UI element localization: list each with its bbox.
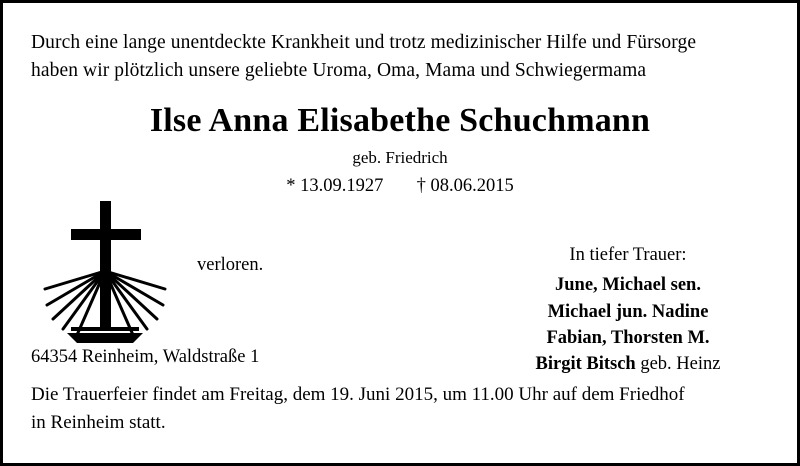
cross-with-rays-icon	[37, 193, 177, 353]
mourners-block	[463, 245, 793, 377]
family-line-name: Birgit Bitsch	[535, 354, 636, 375]
ceremony-text	[31, 381, 773, 436]
death-date: † 08.06.2015	[416, 176, 514, 197]
family-line: Michael jun. Nadine	[547, 301, 709, 322]
intro-line-1: Durch eine lange unentdeckte Krankheit und trotz medizinischer Hilfe und Fürsorge	[31, 32, 697, 53]
family-line	[463, 351, 793, 377]
lost-word: verloren.	[197, 255, 264, 276]
maiden-name: geb. Friedrich	[352, 148, 448, 168]
mourning-heading: In tiefer Trauer:	[569, 245, 687, 266]
family-names	[463, 272, 793, 377]
ceremony-line-2: in Reinheim statt.	[31, 411, 166, 433]
ceremony-line-1: Die Trauerfeier findet am Freitag, dem 19. Juni 2015, um 11.00 Uhr auf dem Friedhof	[31, 384, 685, 405]
address-line: 64354 Reinheim, Waldstraße 1	[31, 347, 260, 367]
intro-text	[31, 29, 769, 84]
family-line: Fabian, Thorsten M.	[546, 327, 710, 348]
family-line: June, Michael sen.	[555, 275, 701, 296]
birth-date: * 13.09.1927	[286, 176, 384, 197]
deceased-name: Ilse Anna Elisabethe Schuchmann	[149, 102, 651, 140]
family-line-suffix: geb. Heinz	[635, 354, 721, 375]
intro-line-2: haben wir plötzlich unsere geliebte Uroma, Oma, Mama und Schwiegermama	[31, 59, 647, 81]
